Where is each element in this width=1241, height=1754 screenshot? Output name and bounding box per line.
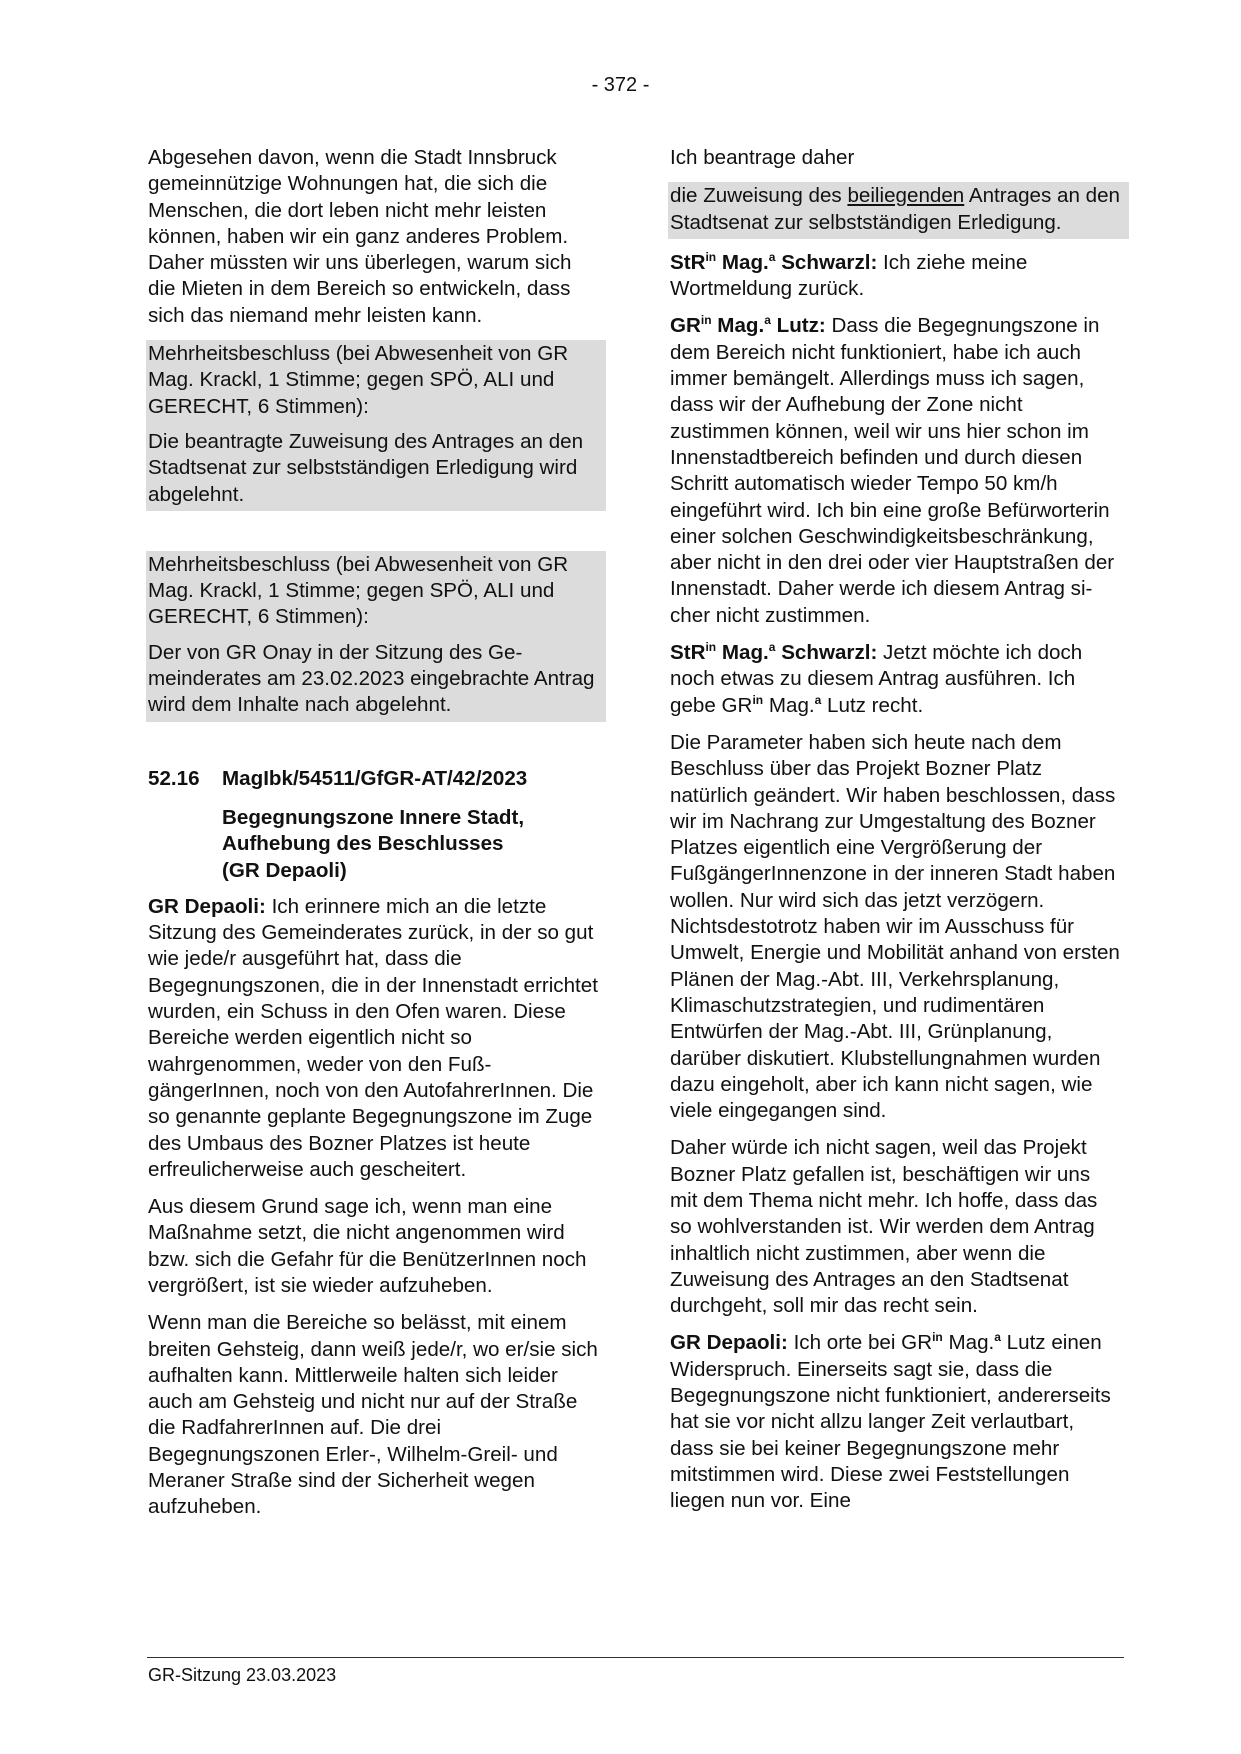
- footer-session-date: GR-Sitzung 23.03.2023: [148, 1665, 337, 1685]
- resolution-text: Die beantragte Zuweisung des Antrages an den Stadtsenat zur selbstständigen Erledigung wird abgelehnt.: [148, 429, 584, 506]
- speech-paragraph: [670, 250, 1123, 303]
- agenda-item-heading: [148, 766, 600, 792]
- paragraph: Die Parameter haben sich heute nach dem Beschluss über das Projekt Bozner Platz natürlich geändert. Wir haben beschlossen, dass wir im Nachrang zur Umgestaltung des Bozner Platzes eigentlich eine Vergrößerung der FußgängerInnenzone in der inneren Stadt haben wollen. Nur wird sich das jetzt verzögern. Nichtsdestotrotz haben wir im Ausschuss für Umwelt, Energie und Mobilität anhand von ersten Plänen der Mag.-Abt. III, Verkehrsplanung, Klimaschutzstrategien, und rudimentären Entwürfen der Mag.-Abt. III, Grünplanung, darüber diskutiert. Klubstellungnahmen wurden dazu eingeholt, aber ich kann nicht sagen, wie viele eingegangen sind.: [670, 730, 1120, 1123]
- resolution-text: Der von GR Onay in der Sitzung des Gemeinderates am 23.02.2023 eingebrachte Antrag wird dem Inhalte nach abgelehnt.: [148, 640, 595, 717]
- speech-text: Ich erinnere mich an die letzte Sitzung des Gemeinderates zurück, in der so gut wie jede/r ausgeführt hat, dass die Begegnungszonen, die in der Innenstadt errichtet wurden, ein Schuss in den Ofen waren. Diese Bereiche werden eigentlich nicht so wahrgenommen, weder von den FußgängerInnen, noch von den AutofahrerInnen. Die so genannte geplante Begegnungszone im Zuge des Umbaus des Bozner Platzes ist heute erfreulicherweise auch gescheitert.: [148, 894, 598, 1181]
- motion-text: die Zuweisung des beiliegenden Antrages an den Stadtsenat zur selbstständigen Erledigung.: [670, 184, 1120, 234]
- title-line: Begegnungszone Innere Stadt,: [222, 805, 525, 829]
- title-line: Aufhebung des Beschlusses: [222, 832, 504, 856]
- footer-divider: [147, 1657, 1124, 1658]
- resolution-vote: Mehrheitsbeschluss (bei Abwesenheit von GR Mag. Krackl, 1 Stimme; gegen SPÖ, ALI und GERECHT, 6 Stimmen):: [148, 552, 569, 629]
- speech-text: Dass die Begegnungszone in dem Bereich nicht funktioniert, habe ich auch immer bemängelt. Allerdings muss ich sagen, dass wir der Aufhebung der Zone nicht zustimmen können, weil wir uns hier schon im Innenstadtbereich befinden und durch diesen Schritt automatisch wieder Tempo 50 km/h eingeführt wird. Ich bin eine große Befürworterin einer solchen Geschwindigkeitsbeschränkung, aber nicht in den drei oder vier Hauptstraßen der Innenstadt. Daher werde ich diesem Antrag sicher nicht zustimmen.: [670, 314, 1115, 627]
- motion-box: [668, 182, 1129, 239]
- paragraph: Ich beantrage daher: [670, 146, 855, 169]
- resolution-box: [146, 340, 606, 511]
- paragraph: Abgesehen davon, wenn die Stadt Innsbruck gemeinnützige Wohnungen hat, die sich die Menschen, die dort leben nicht mehr leisten können, haben wir ein ganz anderes Problem. Daher müssten wir uns überlegen, warum sich die Mieten in dem Bereich so entwickeln, dass sich das niemand mehr leisten kann.: [148, 146, 572, 327]
- paragraph: Wenn man die Bereiche so belässt, mit einem breiten Gehsteig, dann weiß jede/r, wo er/sie sich aufhalten kann. Mittlerweile halten sich leider auch am Gehsteig und nicht nur auf der Straße die RadfahrerInnen auf. Die drei Begegnungszonen Erler-, Wilhelm-Greil- und Meraner Straße sind der Sicherheit wegen aufzuheben.: [148, 1311, 598, 1519]
- resolution-vote: Mehrheitsbeschluss (bei Abwesenheit von GR Mag. Krackl, 1 Stimme; gegen SPÖ, ALI und GERECHT, 6 Stimmen):: [148, 342, 569, 418]
- right-column: [670, 145, 1123, 1526]
- left-column: [148, 145, 600, 1532]
- agenda-item-title: [222, 805, 600, 884]
- speaker-name: StR$^{in}$ Mag.$^a$ Schwarzl:: [670, 640, 878, 665]
- speaker-name: GR Depaoli:: [148, 894, 266, 918]
- speaker-name: $GR^{in}$ Mag.$^a$ Lutz:: [670, 313, 826, 338]
- page-number: - 372 -: [591, 74, 650, 96]
- speaker-name: GR Depaoli:: [670, 1331, 788, 1355]
- speech-paragraph: GR Depaoli: Ich orte bei $GR^{in}$ Mag.$^a$ Lutz einen Widerspruch. Einerseits sagt sie, dass die Begegnungszone nicht funktioniert, andererseits hat sie vor nicht allzu langer Zeit verlautbart, dass sie bei keiner Begegnungszone mehr mitstimmen wird. Diese zwei Feststellungen liegen nun vor. Eine: [670, 1330, 1111, 1513]
- agenda-item-number: 52.16: [148, 766, 200, 790]
- resolution-box: [146, 551, 606, 722]
- speech-paragraph: StR$^{in}$ Mag.$^a$ Schwarzl: Jetzt möchte ich doch noch etwas zu diesem Antrag ausführen. Ich gebe $GR^{in}$ Mag.$^a$ Lutz recht.: [670, 640, 1083, 717]
- speaker-name: StR$^{in}$ Mag.$^a$ Schwarzl:: [670, 249, 878, 274]
- title-line: (GR Depaoli): [222, 858, 347, 882]
- paragraph: Aus diesem Grund sage ich, wenn man eine Maßnahme setzt, die nicht angenommen wird bzw. sich die Gefahr für die BenützerInnen noch vergrößert, ist sie wieder aufzuheben.: [148, 1195, 587, 1297]
- speech-paragraph: [670, 313, 1123, 629]
- paragraph: Daher würde ich nicht sagen, weil das Projekt Bozner Platz gefallen ist, beschäftigen wir uns mit dem Thema nicht mehr. Ich hoffe, dass das so wohlverstanden ist. Wir werden dem Antrag inhaltlich nicht zustimmen, aber wenn die Zuweisung des Antrages an den Stadtsenat durchgeht, soll mir das recht sein.: [670, 1136, 1098, 1318]
- speech-text: Ich ziehe meine Wortmeldung zurück.: [670, 250, 1028, 301]
- underlined-word: beiliegenden: [847, 184, 965, 208]
- speech-text: Jetzt möchte ich doch noch etwas zu diesem Antrag ausführen. Ich gebe GR: [670, 641, 1083, 717]
- speech-paragraph: [148, 894, 600, 1183]
- agenda-item-reference: MagIbk/54511/GfGR-AT/42/2023: [222, 766, 528, 790]
